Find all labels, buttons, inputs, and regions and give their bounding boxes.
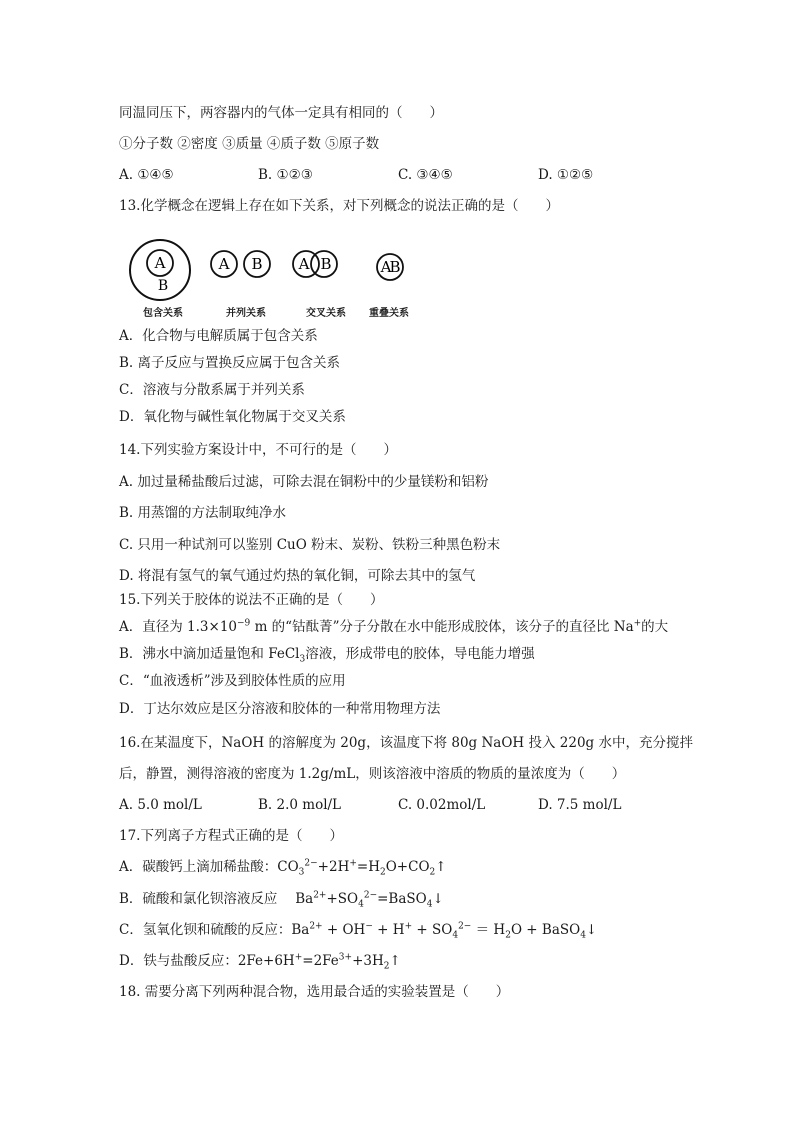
q17-stem: 17.下列离子方程式正确的是（ ）	[119, 828, 343, 844]
parallel-letter-a: A	[218, 255, 230, 273]
q15-option-a: A．直径为 $1.3\times 10^{-9}$ m 的“钴酞菁”分子分散在水中能形成胶体，该分子的直径比 Na+的大	[119, 618, 669, 635]
parallel-diagram	[211, 251, 270, 277]
q14-option-b: B. 用蒸馏的方法制取纯净水	[119, 505, 287, 521]
label-overlap: 重叠关系	[369, 308, 409, 319]
q14-option-c: C. 只用一种试剂可以鉴别 CuO 粉末、炭粉、铁粉三种黑色粉末	[119, 537, 501, 553]
q13-option-b: B. 离子反应与置换反应属于包含关系	[119, 355, 341, 371]
overlap-letter-a: A	[380, 258, 392, 276]
q14-stem: 14.下列实验方案设计中，不可行的是（ ）	[119, 442, 397, 458]
label-parallel: 并列关系	[226, 308, 266, 319]
label-intersection: 交叉关系	[306, 308, 346, 319]
q13-option-d: D．氧化物与碱性氧化物属于交叉关系	[119, 409, 346, 425]
q15-option-b: B．沸水中滴加适量饱和 FeCl$_3$溶液，形成带电的胶体，导电能力增强	[119, 646, 535, 665]
q16-stem-line2: 后，静置，测得溶液的密度为 1.2g/mL，则该溶液中溶质的物质的量浓度为（ ）	[119, 766, 626, 782]
q13-stem: 13.化学概念在逻辑上存在如下关系，对下列概念的说法正确的是（ ）	[119, 198, 559, 214]
q16-option-c: C. 0.02mol/L	[398, 797, 486, 813]
intersection-diagram	[293, 251, 337, 277]
q12-option-a: A. ①④⑤	[119, 167, 174, 183]
overlap-diagram	[377, 254, 403, 280]
intersection-letter-b: B	[320, 255, 332, 273]
q12-stem: 同温同压下，两容器内的气体一定具有相同的（ ）	[119, 105, 443, 121]
q13-option-c: C．溶液与分散系属于并列关系	[119, 382, 305, 398]
q15-stem: 15.下列关于胶体的说法不正确的是（ ）	[119, 592, 384, 608]
q16-stem-line1: 16.在某温度下，NaOH 的溶解度为 20g，该温度下将 80g NaOH 投入 220g 水中，充分搅拌	[119, 735, 693, 751]
intersection-letter-a: A	[298, 255, 310, 273]
q18-stem: 18. 需要分离下列两种混合物，选用最合适的实验装置是（ ）	[119, 984, 510, 1000]
q12-items: ①分子数 ②密度 ③质量 ④质子数 ⑤原子数	[119, 136, 380, 152]
q13-option-a: A．化合物与电解质属于包含关系	[119, 328, 318, 344]
q16-option-d: D. 7.5 mol/L	[538, 797, 622, 813]
inclusion-letter-b: B	[157, 278, 169, 294]
inclusion-diagram	[130, 240, 190, 300]
q14-option-a: A. 加过量稀盐酸后过滤，可除去混在铜粉中的少量镁粉和铝粉	[119, 474, 489, 490]
q17-option-c: C．氢氧化钡和硫酸的反应：$Ba^{2+} + OH^- + H^+ + SO_4^{2-} = H_2O$ + BaSO$_4$↓	[119, 921, 598, 941]
overlap-letter-b: B	[389, 258, 401, 276]
q15-option-c: C．“血液透析”涉及到胶体性质的应用	[119, 673, 346, 689]
label-inclusion: 包含关系	[143, 308, 183, 319]
q17-option-b: B．硫酸和氯化钡溶液反应 $Ba^{2+}+SO_4^{2-}=BaSO_4↓$	[119, 890, 444, 910]
q12-option-d: D. ①②⑤	[538, 167, 594, 183]
parallel-letter-b: B	[251, 255, 263, 273]
q12-option-b: B. ①②③	[258, 167, 313, 183]
q12-option-c: C. ③④⑤	[398, 167, 453, 183]
q17-option-d: D．铁与盐酸反应：$2Fe+6H^+=2Fe^{3+}+3H_2↑$	[119, 952, 401, 972]
q15-option-d: D．丁达尔效应是区分溶液和胶体的一种常用物理方法	[119, 701, 441, 717]
q17-option-a: A．碳酸钙上滴加稀盐酸：$CO_3^{2-}+2H^+=H_2O+CO_2↑$	[119, 858, 447, 878]
q16-option-b: B. 2.0 mol/L	[258, 797, 342, 813]
inclusion-letter-a: A	[154, 254, 166, 272]
q14-option-d: D. 将混有氢气的氧气通过灼热的氧化铜，可除去其中的氢气	[119, 568, 476, 584]
q16-option-a: A. 5.0 mol/L	[119, 797, 202, 813]
